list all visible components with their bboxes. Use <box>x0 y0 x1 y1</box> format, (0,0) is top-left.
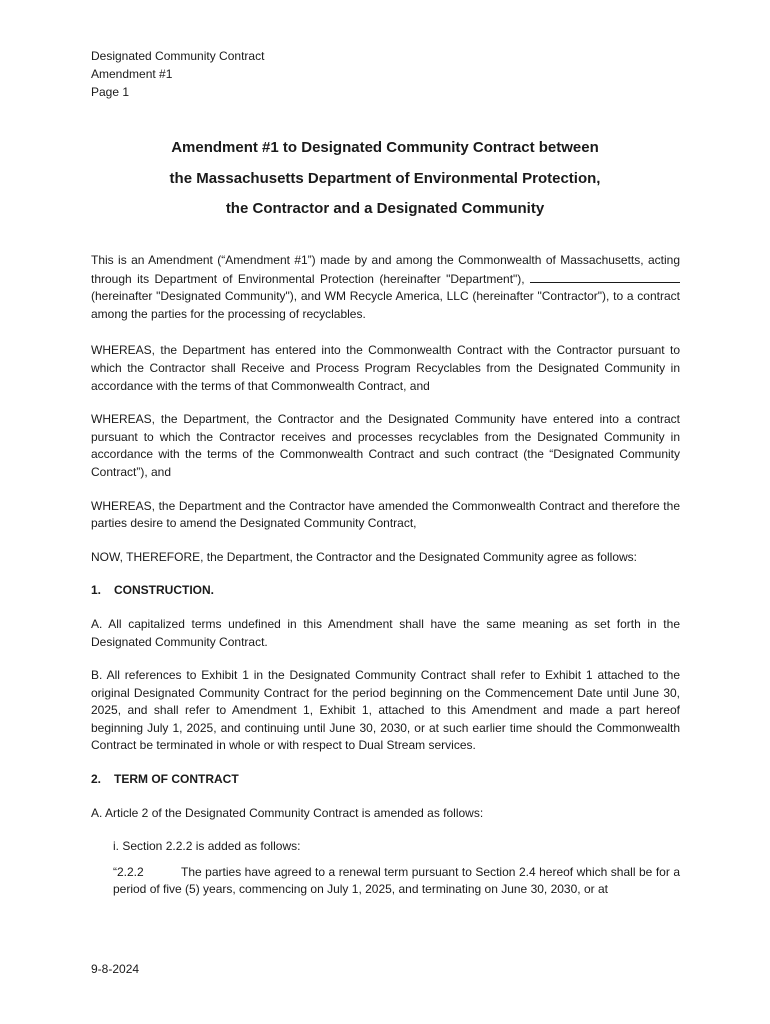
title-line-1: Amendment #1 to Designated Community Contract between <box>171 139 599 156</box>
document-title <box>60 133 710 225</box>
section-2-subitem-i: i. Section 2.2.2 is added as follows: <box>113 839 301 854</box>
page-footer-date: 9-8-2024 <box>91 962 140 976</box>
title-line-2: the Massachusetts Department of Environmental Protection, <box>169 169 601 187</box>
quote-section-number: “2.2.2 <box>113 864 144 879</box>
whereas-paragraph-1: WHEREAS, the Department has entered into the Commonwealth Contract with the Contractor pursuant to which the Contractor shall Receive and Process Program Recyclables from the Designated Community in accordance with the terms of that Commonwealth Contract, and <box>91 343 680 393</box>
section-1-paragraph-a: A. All capitalized terms undefined in this Amendment shall have the same meaning as set forth in the Designated Community Contract. <box>91 616 680 649</box>
header-amendment-number: Amendment #1 <box>91 67 173 81</box>
section-1-paragraph-b: B. All references to Exhibit 1 in the Designated Community Contract shall refer to Exhibit 1 attached to the original Designated Community Contract for the period beginning on the Commencement Date until June 30, 2025, and shall refer to Amendment 1, Exhibit 1, attached to this Amendment and made a part hereof beginning July 1, 2025, and continuing until June 30, 2030, or at such earlier time should the Commonwealth Contract be terminated in whole or with respect to Dual Stream services. <box>91 668 680 753</box>
section-2-title: TERM OF CONTRACT <box>114 772 239 787</box>
intro-text-end: (hereinafter "Designated Community"), and WM Recycle America, LLC (hereinafter "Contractor"), to a contract among the parties for the processing of recyclables. <box>91 289 680 321</box>
section-2-paragraph-a: A. Article 2 of the Designated Community Contract is amended as follows: <box>91 805 484 820</box>
whereas-paragraph-2: WHEREAS, the Department, the Contractor and the Designated Community have entered into a contract pursuant to which the Contractor receives and processes recyclables from the Designated Community in accordance with the terms of the Commonwealth Contract and such contract (the “Designated Community Contract”), and <box>91 412 680 479</box>
section-2-heading <box>91 771 680 789</box>
intro-paragraph <box>91 252 680 323</box>
whereas-paragraph-3: WHEREAS, the Department and the Contractor have amended the Commonwealth Contract and therefore the parties desire to amend the Designated Community Contract, <box>91 498 680 531</box>
quote-text: The parties have agreed to a renewal term pursuant to Section 2.4 hereof which shall be for a period of five (5) years, commencing on July 1, 2025, and terminating on June 30, 2030, or at <box>113 864 680 897</box>
now-therefore-paragraph: NOW, THEREFORE, the Department, the Contractor and the Designated Community agree as follows: <box>91 549 638 564</box>
section-1-number: 1. <box>91 583 102 598</box>
community-name-blank <box>530 270 680 283</box>
title-line-3: the Contractor and a Designated Community <box>225 200 545 217</box>
section-2-2-2-quote <box>91 864 680 899</box>
header-page-number: Page 1 <box>91 85 130 99</box>
section-1-title: CONSTRUCTION. <box>114 583 214 598</box>
section-2-number: 2. <box>91 772 102 787</box>
intro-text-start: This is an Amendment (“Amendment #1”) made by and among the Commonwealth of Massachusetts, acting through its Department of Environmental Protection (hereinafter "Department"), <box>91 253 680 286</box>
document-body <box>91 252 680 899</box>
page-header <box>91 47 264 101</box>
header-contract-name: Designated Community Contract <box>91 49 265 63</box>
section-1-heading <box>91 582 680 600</box>
